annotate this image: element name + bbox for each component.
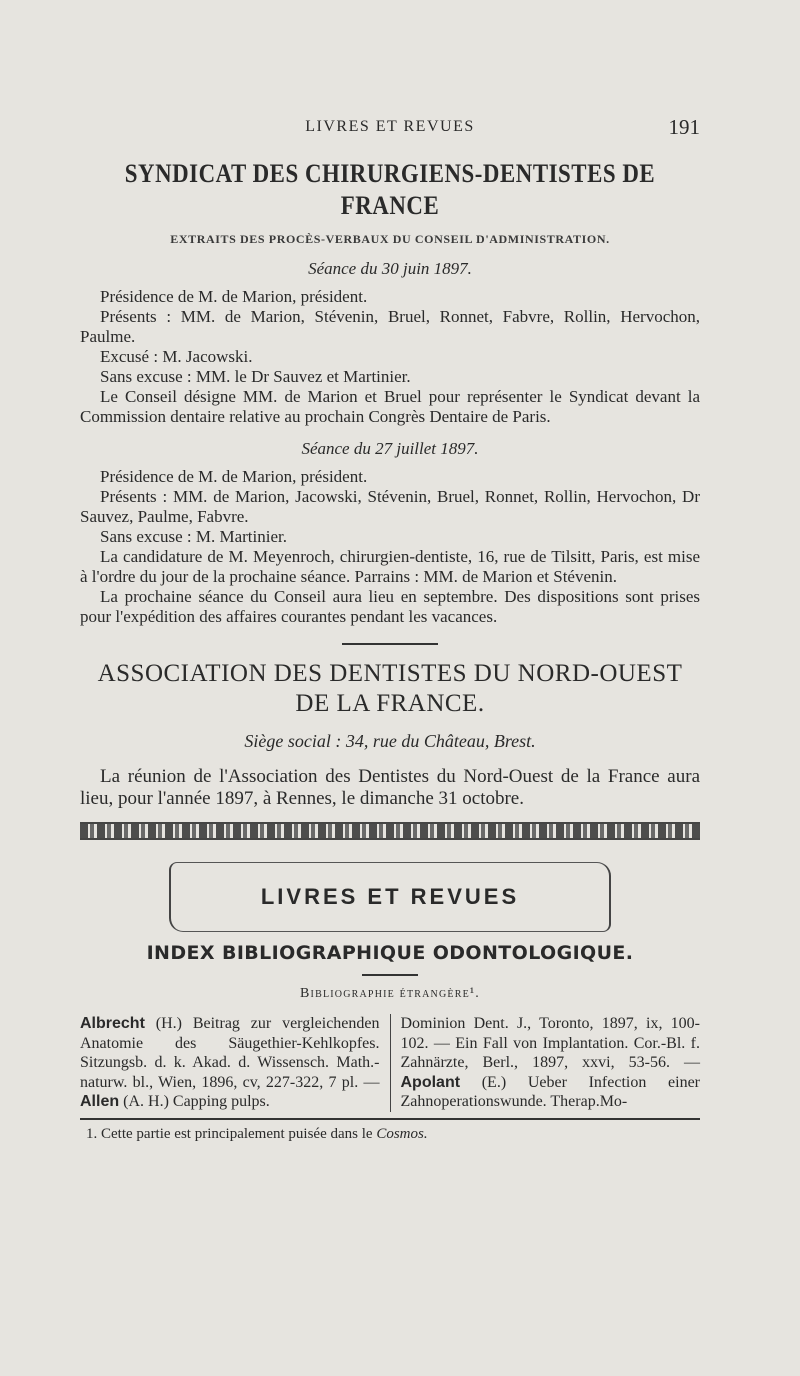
entry-text: (A. H.) Capping pulps. [119, 1093, 270, 1110]
seance-1-heading [80, 259, 700, 279]
syndicat-subtitle: EXTRAITS DES PROCÈS-VERBAUX DU CONSEIL D'ADMINISTRATION. [170, 232, 610, 246]
seance-1-body [80, 287, 700, 427]
biblio-heading: Bibliographie étrangère¹. [300, 986, 480, 1001]
page-number: 191 [668, 115, 700, 139]
biblio-left-column [80, 1014, 391, 1112]
seance-1-para: Sans excuse : MM. le Dr Sauvez et Martinier. [100, 367, 411, 386]
running-head: LIVRES ET REVUES [305, 118, 475, 135]
seance-2-para: Présidence de M. de Marion, président. [100, 467, 368, 486]
seance-1-para: Le Conseil désigne MM. de Marion et Bruel pour représenter le Syndicat devant la Commission dentaire relative au prochain Congrès Dentaire de Paris. [80, 387, 700, 426]
author-apolant: Apolant [400, 1073, 461, 1091]
seance-1-para: Présidence de M. de Marion, président. [100, 287, 368, 306]
seance-2-date: 27 juillet 1897. [375, 439, 479, 458]
seance-1-para: Présents : MM. de Marion, Stévenin, Bruel, Ronnet, Fabvre, Rollin, Hervochon, Paulme. [80, 307, 700, 346]
footnote-rule [80, 1118, 700, 1120]
syndicat-title: SYNDICAT DES CHIRURGIENS-DENTISTES DE FRANCE [124, 159, 656, 220]
seance-1-date: 30 juin 1897. [381, 259, 472, 278]
livres-box-title: LIVRES ET REVUES [260, 884, 520, 909]
association-siege [80, 731, 700, 752]
index-title: INDEX BIBLIOGRAPHIQUE ODONTOLOGIQUE. [146, 942, 634, 964]
entry-text: Dominion Dent. J., Toronto, 1897, ix, 100-102. — Ein Fall von Implantation. Cor.-Bl. f. Zahnärzte, Berl., 1897, xxvi, 53-56. — [400, 1015, 700, 1071]
biblio-columns [80, 1014, 700, 1112]
seance-2-para: Présents : MM. de Marion, Jacowski, Stévenin, Bruel, Ronnet, Rollin, Hervochon, Dr Sauvez, Paulme, Fabvre. [80, 487, 700, 526]
seance-2-label: Séance du [301, 439, 371, 458]
seance-2-body [80, 467, 700, 627]
index-divider [362, 974, 418, 976]
livres-box [169, 862, 611, 932]
association-text: La réunion de l'Association des Dentistes du Nord-Ouest de la France aura lieu, pour l'année 1897, à Rennes, le dimanche 31 octobre. [80, 766, 700, 809]
footnote-source: Cosmos. [376, 1125, 428, 1142]
author-albrecht: Albrecht [80, 1015, 145, 1032]
ornamental-border [80, 822, 700, 840]
footnote [80, 1126, 700, 1143]
footnote-text: Cette partie est principalement puisée dans le [97, 1125, 377, 1142]
section-divider [342, 643, 438, 645]
seance-2-para: La candidature de M. Meyenroch, chirurgien-dentiste, 16, rue de Tilsitt, Paris, est mise à l'ordre du jour de la prochaine séance. Parrains : MM. de Marion et Stévenin. [80, 547, 700, 586]
siege-address: 34, rue du Château, Brest. [345, 731, 536, 751]
footnote-number: 1. [86, 1125, 98, 1142]
author-allen: Allen [80, 1093, 120, 1110]
seance-2-para: La prochaine séance du Conseil aura lieu en septembre. Des dispositions sont prises pour l'expédition des affaires courantes pendant les vacances. [80, 587, 700, 626]
page-content [80, 158, 700, 1143]
siege-label: Siège social : [244, 731, 342, 751]
seance-2-heading [80, 439, 700, 459]
page-header [80, 115, 700, 142]
seance-2-para: Sans excuse : M. Martinier. [100, 527, 287, 546]
entry-text: (E.) Ueber Infection einer Zahnoperationswunde. Therap.Mo- [400, 1073, 700, 1110]
biblio-right-column [391, 1014, 701, 1112]
entry-text: (H.) Beitrag zur vergleichenden Anatomie des Säugethier-Kehlkopfes. Sitzungsb. d. k. Akad. d. Wissensch. Math.-naturw. bl., Wien, 1896, cv, 227-322, 7 pl. — [80, 1015, 380, 1091]
seance-1-para: Excusé : M. Jacowski. [100, 347, 253, 366]
seance-1-label: Séance du [308, 259, 378, 278]
association-title: ASSOCIATION DES DENTISTES DU NORD-OUEST DE LA FRANCE. [97, 660, 683, 717]
